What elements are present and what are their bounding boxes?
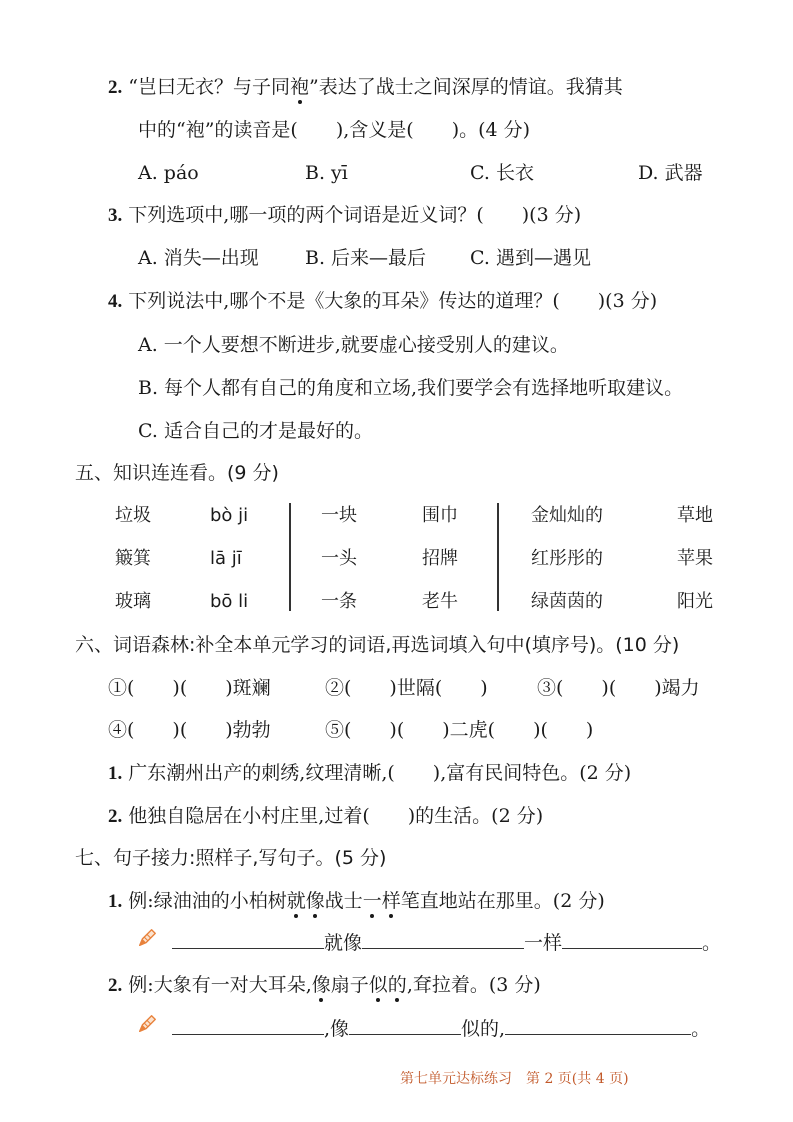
answer-blank[interactable] bbox=[505, 1016, 691, 1035]
word-fill-2[interactable]: ②( )世隔( ) bbox=[325, 677, 488, 699]
match-object[interactable]: 阳光 bbox=[677, 591, 713, 612]
match-pinyin[interactable]: bò ji bbox=[210, 505, 249, 526]
match-word[interactable]: 玻璃 bbox=[115, 591, 151, 612]
column-divider bbox=[289, 503, 291, 611]
pencil-icon bbox=[136, 1013, 158, 1035]
fill-text: 似的, bbox=[461, 1018, 506, 1040]
fill-text: 就像 bbox=[324, 932, 363, 954]
match-pinyin[interactable]: bō li bbox=[210, 591, 249, 612]
example-text: 战士 bbox=[324, 890, 363, 912]
page-footer: 第七单元达标练习 第 2 页(共 4 页) bbox=[400, 1071, 629, 1087]
answer-blank[interactable] bbox=[562, 930, 702, 949]
match-noun[interactable]: 招牌 bbox=[422, 548, 458, 569]
section-5-title: 五、知识连连看。(9 分) bbox=[75, 462, 279, 484]
answer-blank[interactable] bbox=[362, 930, 524, 949]
word-fill-1[interactable]: ①( )( )斑斓 bbox=[108, 677, 271, 699]
match-word[interactable]: 垃圾 bbox=[115, 505, 151, 526]
q4-number: 4. bbox=[108, 291, 123, 312]
q4-line bbox=[108, 288, 657, 315]
match-noun[interactable]: 老牛 bbox=[422, 591, 458, 612]
pencil-icon bbox=[136, 927, 158, 949]
section-6-title: 六、词语森林:补全本单元学习的词语,再选词填入句中(填序号)。(10 分) bbox=[75, 634, 680, 656]
q2-text-part1: “岂曰无衣？与子同 bbox=[128, 76, 291, 98]
column-divider bbox=[497, 503, 499, 611]
q2-option-c[interactable]: C. 长衣 bbox=[470, 162, 534, 184]
dotted-word-jiuxiang: 就像 bbox=[286, 890, 325, 912]
q4-text: 下列说法中,哪个不是《大象的耳朵》传达的道理？( )(3 分) bbox=[128, 290, 658, 312]
sec6-q1-number: 1. bbox=[108, 763, 123, 784]
match-measure-word[interactable]: 一头 bbox=[321, 548, 357, 569]
q2-line1 bbox=[108, 74, 623, 101]
q4-option-c[interactable]: C. 适合自己的才是最好的。 bbox=[138, 420, 373, 442]
example-text: 扇子 bbox=[330, 974, 369, 996]
q3-option-b[interactable]: B. 后来—最后 bbox=[305, 247, 427, 269]
q3-option-c[interactable]: C. 遇到—遇见 bbox=[470, 247, 591, 269]
match-adjective[interactable]: 红彤彤的 bbox=[531, 548, 603, 569]
match-adjective[interactable]: 金灿灿的 bbox=[531, 505, 603, 526]
sec7-q2-answer-line bbox=[172, 1016, 710, 1042]
sec7-q2-example bbox=[108, 972, 541, 999]
word-fill-3[interactable]: ③( )( )竭力 bbox=[537, 677, 700, 699]
q2-dotted-char: 袍 bbox=[290, 76, 310, 98]
match-pinyin[interactable]: lā jī bbox=[210, 548, 242, 569]
answer-blank[interactable] bbox=[172, 930, 324, 949]
sec6-q1 bbox=[108, 760, 631, 787]
match-measure-word[interactable]: 一块 bbox=[321, 505, 357, 526]
sec7-q2-number: 2. bbox=[108, 975, 123, 996]
match-noun[interactable]: 围巾 bbox=[422, 505, 458, 526]
word-fill-5[interactable]: ⑤( )( )二虎( )( ) bbox=[325, 719, 594, 741]
fill-text: 一样 bbox=[524, 932, 563, 954]
match-object[interactable]: 草地 bbox=[677, 505, 713, 526]
q2-option-a[interactable]: A. páo bbox=[138, 162, 199, 184]
answer-blank[interactable] bbox=[172, 1016, 324, 1035]
sec6-q2 bbox=[108, 803, 543, 830]
q2-option-b[interactable]: B. yī bbox=[305, 162, 348, 184]
sec6-q2-text: 他独自隐居在小村庄里,过着( )的生活。(2 分) bbox=[128, 805, 544, 827]
section-7-title: 七、句子接力:照样子,写句子。(5 分) bbox=[75, 847, 387, 869]
q4-option-a[interactable]: A. 一个人要想不断进步,就要虚心接受别人的建议。 bbox=[138, 334, 569, 356]
example-text: 笔直地站在那里。(2 分) bbox=[400, 890, 605, 912]
sec7-q1-number: 1. bbox=[108, 891, 123, 912]
example-text: ,耷拉着。(3 分) bbox=[406, 974, 541, 996]
match-measure-word[interactable]: 一条 bbox=[321, 591, 357, 612]
q2-text-part2: ”表达了战士之间深厚的情谊。我猜其 bbox=[309, 76, 623, 98]
q2-option-d[interactable]: D. 武器 bbox=[638, 162, 703, 184]
sec6-q2-number: 2. bbox=[108, 806, 123, 827]
fill-text: ,像 bbox=[324, 1018, 350, 1040]
dotted-word-yiyang: 一样 bbox=[362, 890, 401, 912]
q3-text: 下列选项中,哪一项的两个词语是近义词？( )(3 分) bbox=[128, 204, 582, 226]
q2-number: 2. bbox=[108, 77, 123, 98]
answer-blank[interactable] bbox=[349, 1016, 461, 1035]
q2-line2: 中的“袍”的读音是( ),含义是( )。(4 分) bbox=[138, 119, 531, 141]
dotted-word-side: 似的 bbox=[368, 974, 407, 996]
match-word[interactable]: 簸箕 bbox=[115, 548, 151, 569]
fill-text: 。 bbox=[691, 1018, 711, 1040]
dotted-word-xiang: 像 bbox=[311, 974, 331, 996]
sec7-q1-answer-line bbox=[172, 930, 721, 956]
word-fill-4[interactable]: ④( )( )勃勃 bbox=[108, 719, 271, 741]
fill-text: 。 bbox=[702, 932, 722, 954]
match-object[interactable]: 苹果 bbox=[677, 548, 713, 569]
example-text: 例:大象有一对大耳朵, bbox=[128, 974, 312, 996]
sec6-q1-text: 广东潮州出产的刺绣,纹理清晰,( ),富有民间特色。(2 分) bbox=[128, 762, 632, 784]
q3-option-a[interactable]: A. 消失—出现 bbox=[138, 247, 259, 269]
q3-line bbox=[108, 202, 581, 229]
match-adjective[interactable]: 绿茵茵的 bbox=[531, 591, 603, 612]
sec7-q1-example bbox=[108, 888, 605, 915]
q4-option-b[interactable]: B. 每个人都有自己的角度和立场,我们要学会有选择地听取建议。 bbox=[138, 377, 684, 399]
q3-number: 3. bbox=[108, 205, 123, 226]
example-text: 例:绿油油的小柏树 bbox=[128, 890, 287, 912]
